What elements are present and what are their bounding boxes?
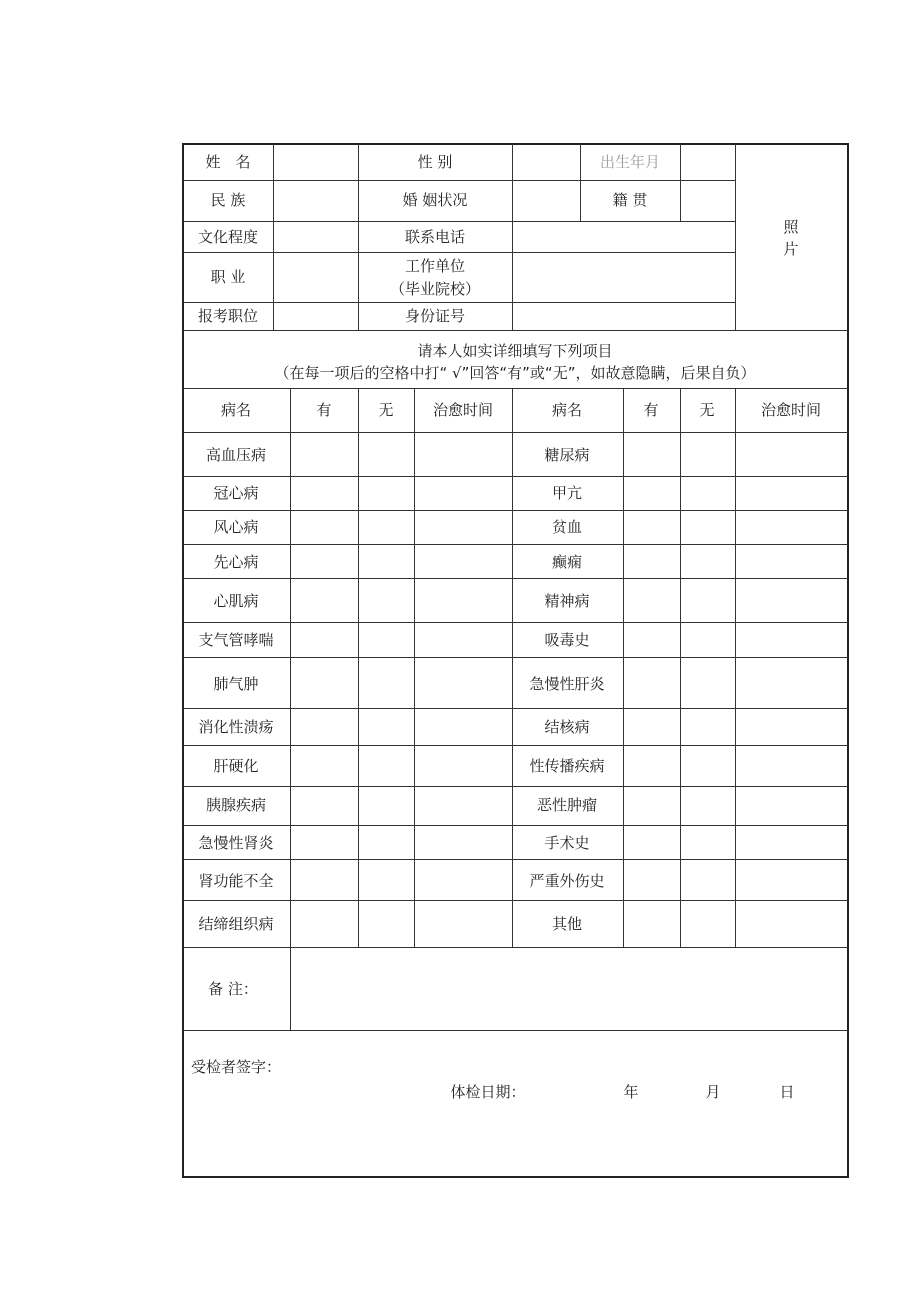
- disease-name-left: 冠心病: [213, 484, 259, 502]
- disease-name-left: 心肌病: [213, 592, 259, 610]
- header-yes: 有: [316, 401, 332, 419]
- disease-name-left: 肺气肿: [213, 675, 259, 693]
- gender-label: 性 别: [417, 153, 453, 171]
- marital-status-field[interactable]: [513, 181, 580, 221]
- grid-line: [512, 388, 513, 947]
- disease-name-left: 高血压病: [205, 446, 267, 464]
- education-field[interactable]: [274, 222, 358, 252]
- grid-line: [183, 544, 848, 545]
- birth-date-field[interactable]: [681, 145, 735, 180]
- native-place-field[interactable]: [681, 181, 735, 221]
- disease-name-right: 性传播疾病: [529, 757, 605, 775]
- gender-field[interactable]: [513, 145, 580, 180]
- grid-line: [735, 144, 736, 330]
- grid-line: [290, 388, 291, 1030]
- name-label: 姓 名: [205, 153, 251, 171]
- occupation-field[interactable]: [274, 253, 358, 302]
- name-field[interactable]: [274, 145, 358, 180]
- grid-line: [183, 432, 848, 433]
- remarks-label: 备 注：: [208, 980, 258, 998]
- grid-line: [183, 578, 848, 579]
- grid-line: [183, 1030, 848, 1031]
- ethnicity-label: 民 族: [210, 191, 246, 209]
- disease-name-left: 支气管哮喘: [198, 631, 274, 649]
- disease-name-right: 吸毒史: [544, 631, 590, 649]
- header-yes: 有: [643, 401, 659, 419]
- grid-line: [183, 180, 735, 181]
- disease-name-right: 手术史: [544, 834, 590, 852]
- disease-name-left: 风心病: [213, 518, 259, 536]
- disease-name-right: 精神病: [544, 592, 590, 610]
- instruction-note: （在每一项后的空格中打“ √”回答“有”或“无”，如故意隐瞒，后果自负）: [274, 364, 756, 382]
- grid-line: [680, 388, 681, 947]
- grid-line: [183, 388, 848, 389]
- photo-placeholder: [783, 216, 798, 260]
- disease-name-left: 先心病: [213, 553, 259, 571]
- disease-name-right: 贫血: [551, 518, 583, 536]
- disease-name-left: 肾功能不全: [198, 872, 274, 890]
- grid-line: [183, 330, 848, 331]
- grid-line: [580, 144, 581, 221]
- disease-name-right: 糖尿病: [544, 446, 590, 464]
- occupation-label: 职 业: [210, 268, 246, 286]
- grid-line: [358, 144, 359, 330]
- signature-field[interactable]: [290, 1055, 490, 1081]
- native-place-label: 籍 贯: [612, 191, 648, 209]
- grid-line: [358, 388, 359, 947]
- photo-label-line2: 片: [783, 240, 799, 258]
- ethnicity-field[interactable]: [274, 181, 358, 221]
- grid-line: [414, 388, 415, 947]
- disease-name-right: 甲亢: [551, 484, 583, 502]
- grid-line: [183, 859, 848, 860]
- disease-name-right: 癫痫: [551, 553, 583, 571]
- education-label: 文化程度: [197, 228, 259, 246]
- marital-status-label: 婚 姻状况: [402, 191, 468, 209]
- birth-date-label: 出生年月: [599, 153, 661, 171]
- applied-position-field[interactable]: [274, 303, 358, 330]
- header-disease-name: 病名: [551, 401, 583, 419]
- header-no: 无: [699, 401, 715, 419]
- grid-line: [183, 657, 848, 658]
- day-label: 日: [779, 1083, 795, 1101]
- disease-name-left: 肝硬化: [213, 757, 259, 775]
- phone-label: 联系电话: [404, 228, 466, 246]
- exam-date-label: 体检日期：: [450, 1083, 526, 1101]
- phone-field[interactable]: [513, 222, 735, 252]
- signer-label: 受检者签字：: [191, 1058, 282, 1076]
- grid-line: [183, 825, 848, 826]
- header-cure-time: 治愈时间: [432, 401, 494, 419]
- grid-line: [183, 900, 848, 901]
- disease-name-left: 消化性溃疡: [198, 718, 274, 736]
- grid-line: [735, 388, 736, 947]
- disease-name-right: 急慢性肝炎: [529, 675, 605, 693]
- disease-name-right: 其他: [551, 915, 583, 933]
- workplace-label: 工作单位: [404, 257, 466, 275]
- grid-line: [183, 708, 848, 709]
- disease-name-left: 胰腺疾病: [205, 796, 267, 814]
- header-no: 无: [378, 401, 394, 419]
- month-label: 月: [705, 1083, 721, 1101]
- disease-name-right: 严重外伤史: [529, 872, 605, 890]
- grid-line: [183, 745, 848, 746]
- disease-name-right: 结核病: [544, 718, 590, 736]
- remarks-field[interactable]: [291, 948, 848, 1030]
- disease-name-left: 急慢性肾炎: [198, 834, 274, 852]
- applied-position-label: 报考职位: [197, 307, 259, 325]
- school-label: （毕业院校）: [389, 280, 481, 298]
- grid-line: [623, 388, 624, 947]
- instruction-heading: 请本人如实详细填写下列项目: [417, 342, 613, 360]
- grid-line: [183, 786, 848, 787]
- header-cure-time: 治愈时间: [760, 401, 822, 419]
- id-number-label: 身份证号: [404, 307, 466, 325]
- header-disease-name: 病名: [220, 401, 252, 419]
- photo-label-line1: 照: [783, 218, 799, 236]
- disease-name-right: 恶性肿瘤: [536, 796, 598, 814]
- grid-line: [183, 622, 848, 623]
- workplace-field[interactable]: [513, 253, 735, 302]
- id-number-field[interactable]: [513, 303, 735, 330]
- year-label: 年: [623, 1083, 639, 1101]
- grid-line: [183, 510, 848, 511]
- grid-line: [183, 476, 848, 477]
- disease-name-left: 结缔组织病: [198, 915, 274, 933]
